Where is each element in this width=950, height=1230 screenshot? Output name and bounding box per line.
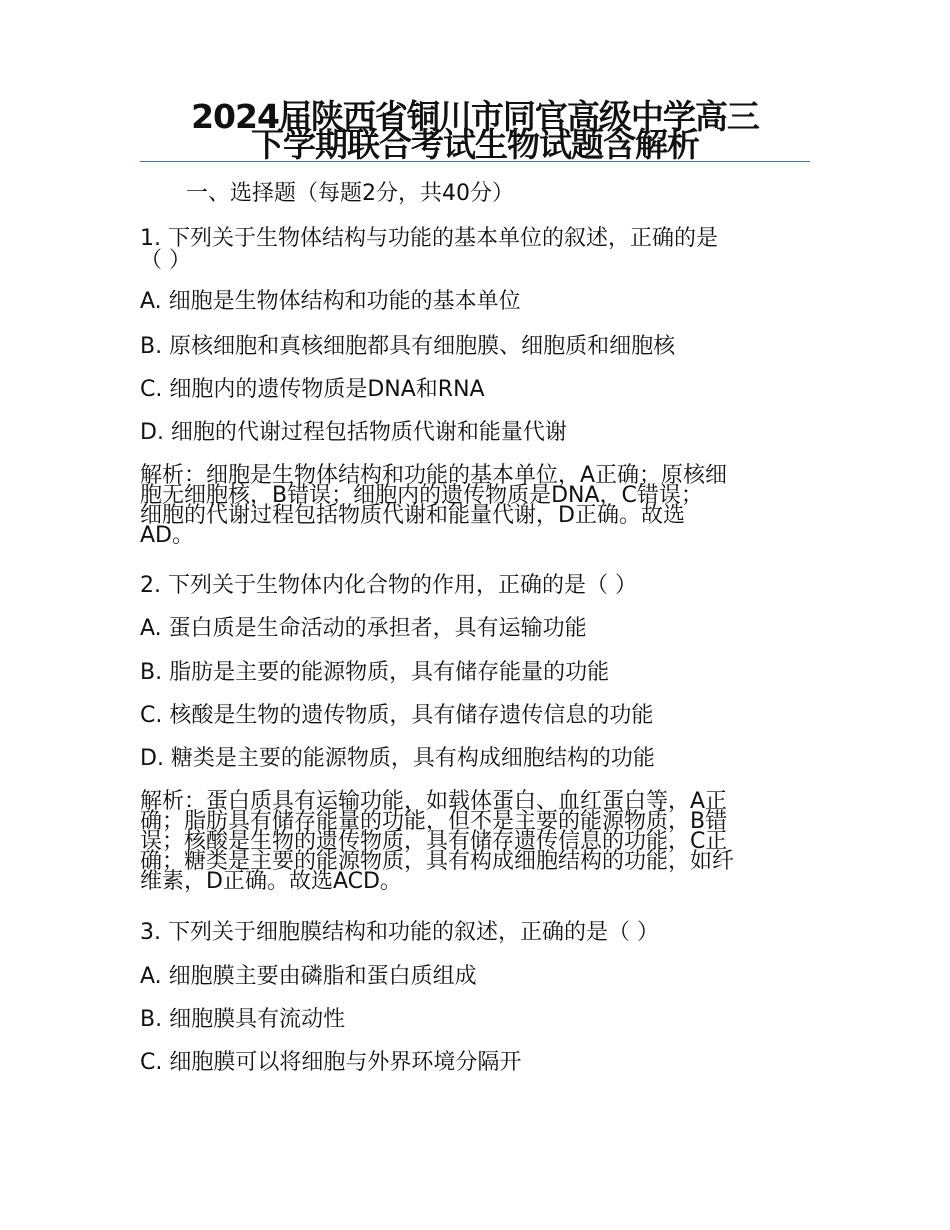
question-1-option-b: B. 原核细胞和真核细胞都具有细胞膜、细胞质和细胞核 [140,334,676,359]
question-1-option-c: C. 细胞内的遗传物质是DNA和RNA [140,377,485,402]
title-underline [140,161,810,162]
question-2-stem: 2. 下列关于生物体内化合物的作用，正确的是（ ） [140,573,637,598]
title-line-1: 2024届陕西省铜川市同官高级中学高三 [191,97,759,136]
question-1-stem [140,228,812,272]
question-2-analysis [140,789,812,894]
question-1-option-a: A. 细胞是生物体结构和功能的基本单位 [140,289,521,314]
question-1-option-d: D. 细胞的代谢过程包括物质代谢和能量代谢 [140,420,567,445]
question-2-option-a: A. 蛋白质是生命活动的承担者，具有运输功能 [140,616,587,641]
question-1-analysis-line-3: 细胞的代谢过程包括物质代谢和能量代谢，D正确。故选 [140,503,685,528]
question-3-option-b: B. 细胞膜具有流动性 [140,1007,346,1032]
question-1-analysis [140,463,812,548]
title-line-2: 下学期联合考试生物试题含解析 [251,125,699,164]
question-2-analysis-line-4: 确；糖类是主要的能源物质，具有构成细胞结构的功能，如纤 [140,849,735,874]
question-2-analysis-line-2: 确；脂肪具有储存能量的功能，但不是主要的能源物质，B错 [140,809,728,834]
question-1-analysis-line-1: 解析：细胞是生物体结构和功能的基本单位，A正确；原核细 [140,463,728,488]
question-1-analysis-line-2: 胞无细胞核，B错误；细胞内的遗传物质是DNA，C错误； [140,483,703,508]
question-1-stem-line-1: 1. 下列关于生物体结构与功能的基本单位的叙述，正确的是 [140,226,718,251]
section-heading: 一、选择题（每题2分，共40分） [186,181,514,206]
question-2-analysis-line-5: 维素，D正确。故选ACD。 [140,869,402,894]
question-3-option-a: A. 细胞膜主要由磷脂和蛋白质组成 [140,964,477,989]
question-2-option-c: C. 核酸是生物的遗传物质，具有储存遗传信息的功能 [140,703,654,728]
question-1-analysis-line-4: AD。 [140,523,194,548]
question-1-stem-line-2: （ ） [140,248,191,273]
question-3-option-c: C. 细胞膜可以将细胞与外界环境分隔开 [140,1050,522,1075]
document-title [140,97,810,164]
question-2-option-d: D. 糖类是主要的能源物质，具有构成细胞结构的功能 [140,746,655,771]
question-2-analysis-line-1: 解析：蛋白质具有运输功能，如载体蛋白、血红蛋白等，A正 [140,789,728,814]
question-2-analysis-line-3: 误；核酸是生物的遗传物质，具有储存遗传信息的功能，C正 [140,829,728,854]
question-3-stem: 3. 下列关于细胞膜结构和功能的叙述，正确的是（ ） [140,920,659,945]
question-2-option-b: B. 脂肪是主要的能源物质，具有储存能量的功能 [140,660,610,685]
